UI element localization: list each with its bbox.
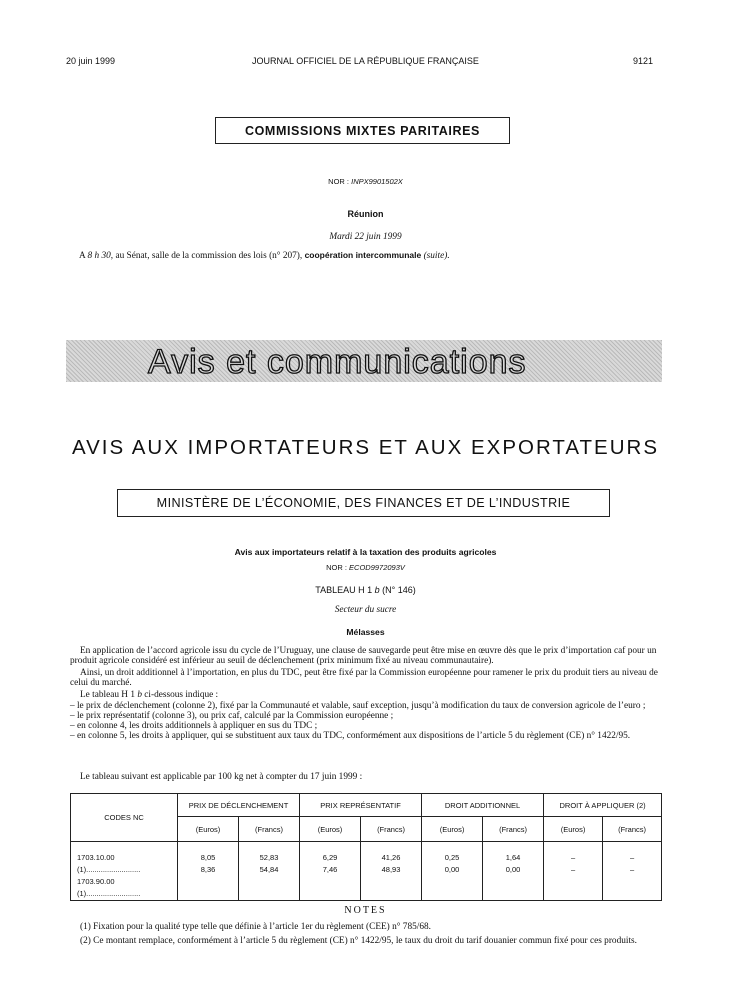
header-date: 20 juin 1999: [66, 56, 116, 66]
value-cell: [300, 842, 361, 901]
section-banner: [66, 340, 662, 382]
reunion-date: Mardi 22 juin 1999: [329, 232, 402, 242]
table-data-row: [71, 842, 662, 901]
bullet-list: [70, 701, 660, 741]
group-header-droit-appliquer: DROIT À APPLIQUER (2): [544, 794, 662, 817]
paragraph-2: Ainsi, un droit additionnel à l’importation, en plus du TDC, peut être fixé par la Commission européenne pour ramener le prix du produit tiers au niveau de celui du marché.: [70, 668, 658, 688]
cell: 1703.90.00 (1)..........................: [77, 877, 141, 898]
banner-title: Avis et communications: [148, 343, 527, 381]
note-1: (1) Fixation pour la qualité type telle que définie à l’article 1er du règlement (CEE) n° 785/68.: [80, 922, 431, 932]
reunion-suite: (suite).: [423, 251, 450, 261]
cell: 1,64: [505, 853, 521, 862]
tableau-letter: b: [374, 585, 380, 595]
avis-nor-code: ECOD9972093V: [349, 563, 405, 572]
group-header-representatif: PRIX REPRÉSENTATIF: [300, 794, 422, 817]
unit-header: (Francs): [603, 817, 662, 842]
cell: 7,46: [322, 865, 338, 874]
product-heading: Mélasses: [346, 627, 385, 637]
commissions-nor: [0, 177, 731, 186]
nor-label: NOR :: [328, 177, 350, 186]
unit-header: (Francs): [361, 817, 422, 842]
notes-title: NOTES: [344, 905, 387, 916]
cell: 41,26: [381, 853, 401, 862]
avis-nor-label: NOR :: [326, 563, 347, 572]
reunion-text-b: au Sénat, salle de la commission des lois (n° 207),: [115, 251, 303, 261]
bullet-item: – le prix représentatif (colonne 3), ou prix caf, calculé par la Commission européenne ;: [70, 711, 394, 721]
bullet-item: – en colonne 4, les droits additionnels à appliquer en sus du TDC ;: [70, 721, 318, 731]
value-cell: [544, 842, 603, 901]
paragraph-1: En application de l’accord agricole issu du cycle de l’Uruguay, une clause de sauvegarde peut être mise en œuvre dès que le prix d’importation caf pour un produit agricole considéré est inférieur au seuil de déclenchement (prix minimum fixé au niveau communautaire).: [70, 646, 657, 666]
note-2: (2) Ce montant remplace, conformément à l’article 5 du règlement (CE) n° 1422/95, le taux du droit du tarif douanier commun fixé pour ces produits.: [80, 936, 637, 946]
cell: 8,36: [200, 865, 216, 874]
reunion-subject: coopération intercommunale: [304, 250, 422, 260]
bullet-item: – le prix de déclenchement (colonne 2), fixé par la Communauté et valable, sauf exception, jusqu’à modification du taux de conversion agricole de l’euro ;: [70, 701, 646, 711]
value-cell: [422, 842, 483, 901]
group-header-droit-additionnel: DROIT ADDITIONNEL: [422, 794, 544, 817]
avis-title: Avis aux importateurs relatif à la taxation des produits agricoles: [234, 547, 497, 557]
unit-header: (Euros): [544, 817, 603, 842]
paragraph-4: Le tableau suivant est applicable par 100 kg net à compter du 17 juin 1999 :: [80, 772, 363, 782]
ministry-box: [117, 489, 610, 517]
cell: 0,25: [444, 853, 460, 862]
codes-cell: [71, 842, 178, 901]
cell: –: [570, 853, 576, 862]
value-cell: [361, 842, 422, 901]
cell: 8,05: [200, 853, 216, 862]
unit-header: (Euros): [300, 817, 361, 842]
reunion-text-a: A: [79, 251, 86, 261]
tableau-label: TABLEAU H 1: [315, 585, 373, 595]
cell: –: [629, 865, 635, 874]
nor-code: INPX9901502X: [351, 177, 403, 186]
ministry-title: MINISTÈRE DE L’ÉCONOMIE, DES FINANCES ET DE L’INDUSTRIE: [156, 496, 571, 510]
cell: 54,84: [259, 865, 279, 874]
p3-text-c: ci-dessous indique :: [144, 690, 219, 700]
cell: –: [570, 865, 576, 874]
avis-nor: [0, 563, 731, 572]
bullet-item: – en colonne 5, les droits à appliquer, qui se substituent aux taux du TDC, conformément aux dispositions de l’article 5 du règlement (CE) n° 1422/95.: [70, 731, 631, 741]
secteur-heading: Secteur du sucre: [334, 605, 397, 615]
cell: 0,00: [505, 865, 521, 874]
p3-text-a: Le tableau H 1: [80, 690, 135, 700]
tariff-table: [70, 793, 662, 901]
value-cell: [483, 842, 544, 901]
commissions-title-box: [215, 117, 510, 144]
unit-header: (Francs): [239, 817, 300, 842]
reunion-heading: Réunion: [347, 209, 384, 219]
paragraph-3: [80, 690, 218, 700]
group-header-declenchement: PRIX DE DÉCLENCHEMENT: [178, 794, 300, 817]
p3-letter: b: [137, 690, 142, 700]
reunion-time: 8 h 30,: [87, 251, 114, 261]
value-cell: [239, 842, 300, 901]
tableau-heading: [0, 585, 731, 595]
section-title: AVIS AUX IMPORTATEURS ET AUX EXPORTATEURS: [71, 436, 660, 459]
cell: 0,00: [444, 865, 460, 874]
unit-header: (Euros): [178, 817, 239, 842]
cell: 6,29: [322, 853, 338, 862]
unit-header: (Euros): [422, 817, 483, 842]
cell: –: [629, 853, 635, 862]
unit-header: (Francs): [483, 817, 544, 842]
commissions-title: COMMISSIONS MIXTES PARITAIRES: [244, 124, 480, 138]
codes-nc-header: CODES NC: [71, 794, 178, 842]
cell: 52,83: [259, 853, 279, 862]
header-journal: JOURNAL OFFICIEL DE LA RÉPUBLIQUE FRANÇAISE: [252, 56, 479, 66]
header-page-number: 9121: [633, 56, 654, 66]
value-cell: [603, 842, 662, 901]
tableau-number: (N° 146): [382, 585, 416, 595]
value-cell: [178, 842, 239, 901]
cell: 1703.10.00 (1)..........................: [77, 853, 141, 874]
cell: 48,93: [381, 865, 401, 874]
reunion-details: [79, 250, 450, 261]
